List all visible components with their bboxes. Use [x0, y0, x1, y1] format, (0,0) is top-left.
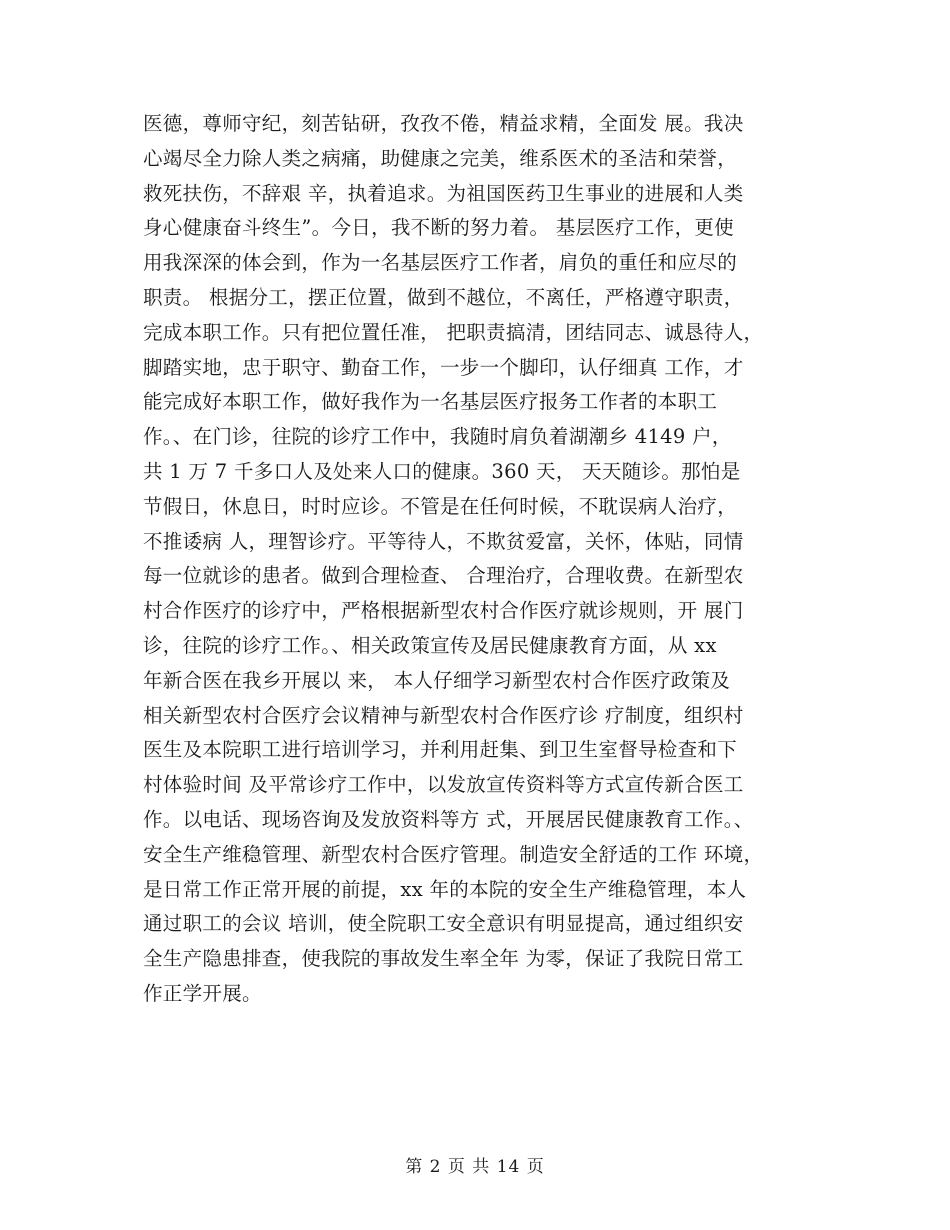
text-line: 脚踏实地，忠于职守、勤奋工作，一步一个脚印，认仔细真 工作，才 [143, 355, 744, 379]
text-line: 用我深深的体会到，作为一名基层医疗工作者，肩负的重任和应尽的 [143, 251, 738, 275]
text-line: 年新合医在我乡开展以 来， 本人仔细学习新型农村合作医疗政策及 [143, 668, 731, 692]
text-line: 职责。 根据分工，摆正位置，做到不越位，不离任，严格遵守职责， [143, 285, 744, 309]
text-line: 医生及本院职工进行培训学习，并利用赶集、到卫生室督导检查和下 [143, 738, 738, 762]
text-line: 不推诿病 人，理智诊疗。平等待人，不欺贫爱富，关怀，体贴，同情 [143, 529, 744, 553]
text-line: 全生产隐患排查，使我院的事故发生率全年 为零，保证了我院日常工 [143, 947, 744, 971]
text-line: 作正学开展。 [143, 981, 262, 1005]
text-line: 诊，往院的诊疗工作。、相关政策宣传及居民健康教育方面，从 xx [143, 633, 717, 657]
text-line: 通过职工的会议 培训，使全院职工安全意识有明显提高，通过组织安 [143, 912, 744, 936]
text-line: 心竭尽全力除人类之病痛，助健康之完美，维系医术的圣洁和荣誉， [143, 146, 738, 170]
text-line: 作。、在门诊，往院的诊疗工作中，我随时肩负着湖潮乡 4149 户， [143, 425, 732, 449]
text-line: 是日常工作正常开展的前提，xx 年的本院的安全生产维稳管理，本人 [143, 877, 747, 901]
text-line: 节假日，休息日，时时应诊。不管是在任何时候，不耽误病人治疗， [143, 494, 738, 518]
text-line: 安全生产维稳管理、新型农村合医疗管理。制造安全舒适的工作 环境， [143, 842, 764, 866]
text-line: 每一位就诊的患者。做到合理检查、 合理治疗，合理收费。在新型农 [143, 564, 744, 588]
text-line: 作。以电话、现场咨询及发放资料等方 式，开展居民健康教育工作。、 [143, 807, 754, 831]
text-line: 共 1 万 7 千多口人及处来人口的健康。360 天， 天天随诊。那怕是 [143, 459, 741, 483]
text-line: 相关新型农村合医疗会议精神与新型农村合作医疗诊 疗制度，组织村 [143, 703, 744, 727]
page-number-footer: 第 2 页 共 14 页 [405, 1157, 545, 1177]
text-line: 村体验时间 及平常诊疗工作中，以发放宣传资料等方式宣传新合医工 [143, 773, 744, 797]
body-text [143, 107, 843, 1012]
text-line: 完成本职工作。只有把位置任准， 把职责搞清，团结同志、诚恳待人， [143, 320, 764, 344]
text-line: 身心健康奋斗终生”。今日，我不断的努力着。 基层医疗工作，更使 [143, 216, 734, 240]
text-line: 救死扶伤，不辞艰 辛，执着追求。为祖国医药卫生事业的进展和人类 [143, 181, 744, 205]
text-line: 医德，尊师守纪，刻苦钻研，孜孜不倦，精益求精，全面发 展。我决 [143, 112, 744, 135]
text-line: 能完成好本职工作，做好我作为一名基层医疗报务工作者的本职工 [143, 390, 718, 414]
text-line: 村合作医疗的诊疗中，严格根据新型农村合作医疗就诊规则，开 展门 [143, 599, 744, 623]
